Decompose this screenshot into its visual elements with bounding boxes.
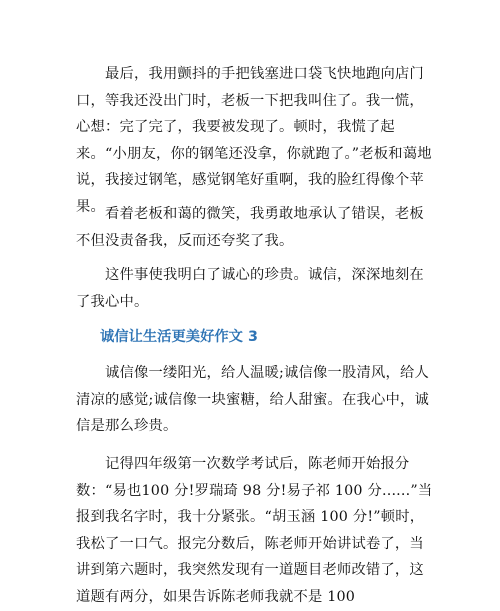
paragraph-2-text: 看着老板和蔼的微笑，我勇敢地承认了错误，老板不但没责备我，反而还夸奖了我。 bbox=[76, 206, 424, 249]
paragraph-3 bbox=[76, 262, 436, 315]
section-heading: 诚信让生活更美好作文 3 bbox=[100, 329, 258, 345]
paragraph-2 bbox=[76, 201, 436, 254]
paragraph-5-text: 记得四年级第一次数学考试后，陈老师开始报分数：“易也100 分!罗瑞琦 98 分!易子祁 100 分......”当报到我名字时，我十分紧张。“胡玉涵 100 分!”顿时，我松了一口气。报完分数后，陈老师开始讲试卷了，当讲到第六题时，我突然发现有一道题目老师改错了，这道题有两分，如果告诉陈老师我就不是 100 bbox=[76, 456, 433, 605]
paragraph-4 bbox=[76, 360, 436, 440]
paragraph-4-text: 诚信像一缕阳光，给人温暖;诚信像一股清风，给人清凉的感觉;诚信像一块蜜糖，给人甜蜜。在我心中，诚信是那么珍贵。 bbox=[76, 365, 429, 435]
paragraph-3-text: 这件事使我明白了诚心的珍贵。诚信，深深地刻在了我心中。 bbox=[76, 267, 424, 310]
paragraph-1-text: 最后，我用颤抖的手把钱塞进口袋飞快地跑向店门口，等我还没出门时，老板一下把我叫住了。我一慌，心想：完了完了，我要被发现了。顿时，我慌了起来。“小朋友，你的钢笔还没拿，你就跑了。”老板和蔼地说，我接过钢笔，感觉钢笔好重啊，我的脸红得像个苹果。 bbox=[76, 66, 432, 215]
paragraph-1 bbox=[76, 61, 436, 221]
paragraph-5 bbox=[76, 451, 436, 611]
